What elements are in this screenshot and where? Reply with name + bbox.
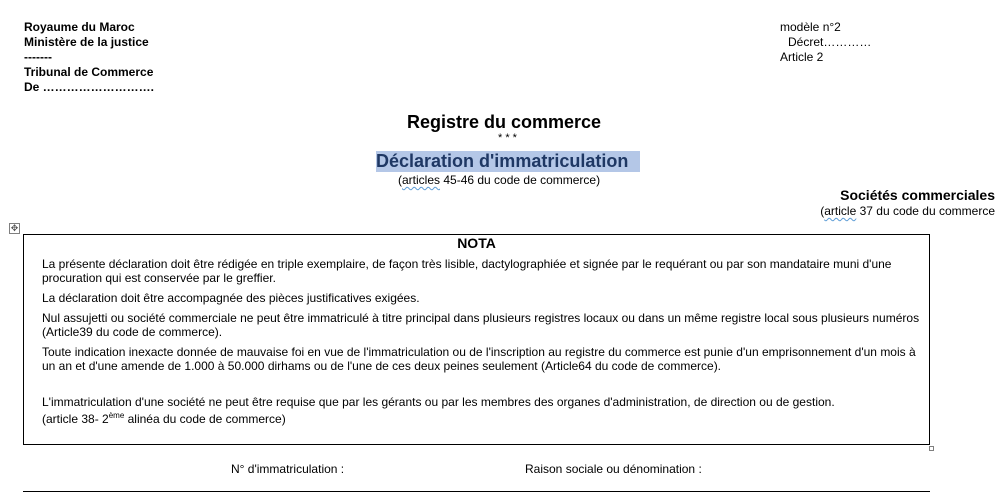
tribunal-city-field: De ………………………. — [24, 80, 155, 94]
table-resize-handle-icon[interactable] — [929, 446, 934, 451]
header-left — [24, 20, 154, 95]
table-move-handle-icon[interactable]: ✥ — [10, 223, 19, 233]
page-title: Registre du commerce — [407, 112, 602, 132]
article-word: article — [824, 204, 857, 218]
paren-open: ( — [398, 173, 402, 187]
articles-word: articles — [402, 173, 441, 187]
nota-paragraph-3: Nul assujetti ou société commerciale ne peut être immatriculé à titre principal dans plusieurs registres locaux ou dans un même registre local sous plusieurs numéros (Article39 du code de commerce). — [42, 311, 920, 339]
stars-divider: * * * — [498, 132, 517, 144]
table-top-border — [23, 491, 930, 492]
separator-dashes: ------- — [24, 50, 52, 64]
immatriculation-label: N° d'immatriculation : — [231, 462, 345, 476]
nota-box — [23, 234, 930, 445]
article37-rest: 37 du code du commerce — [856, 204, 995, 218]
ref-post: alinéa du code de commerce) — [124, 412, 286, 426]
articles-reference — [398, 173, 600, 187]
tribunal-label: Tribunal de Commerce — [24, 65, 154, 79]
nota-paragraph-4: Toute indication inexacte donnée de mauvaise foi en vue de l'immatriculation ou de l'inscription au registre du commerce est punie d'un emprisonnement d'un mois à un an et d'une amende de 1.000 à 50.000 dirhams ou de l'une de ces deux peines seulement (Article64 du code de commerce). — [42, 345, 916, 373]
article-ref: Article 2 — [780, 50, 824, 64]
ministry-label: Ministère de la justice — [24, 35, 149, 49]
nota-paragraph-5-ref — [42, 409, 922, 426]
decret-field: Décret………… — [788, 35, 872, 49]
declaration-title[interactable]: Déclaration d'immatriculation — [376, 151, 640, 172]
ref-pre: (article 38- 2 — [42, 412, 109, 426]
nota-paragraph-2: La déclaration doit être accompagnée des pièces justificatives exigées. — [42, 291, 420, 305]
paren-open: ( — [820, 204, 825, 218]
article37-reference — [820, 204, 995, 218]
nota-paragraph-1: La présente déclaration doit être rédigée en triple exemplaire, de façon très lisible, dactylographiée et signée par le requérant ou par son mandataire muni d'une procuration qui est conservée par le greffier. — [42, 257, 892, 285]
model-number: modèle n°2 — [780, 20, 841, 34]
articles-rest: 45-46 du code de commerce) — [440, 173, 601, 187]
kingdom-label: Royaume du Maroc — [24, 20, 135, 34]
nota-paragraph-5-line: L'immatriculation d'une société ne peut être requise que par les gérants ou par les membres des organes d'administration, de direction ou de gestion. — [42, 395, 835, 409]
nota-title: NOTA — [457, 235, 496, 251]
societes-heading: Sociétés commerciales — [840, 187, 995, 203]
raison-sociale-label: Raison sociale ou dénomination : — [525, 462, 702, 476]
header-right — [780, 20, 871, 65]
ref-sup: ème — [108, 411, 125, 420]
nota-paragraph-5 — [42, 395, 922, 426]
